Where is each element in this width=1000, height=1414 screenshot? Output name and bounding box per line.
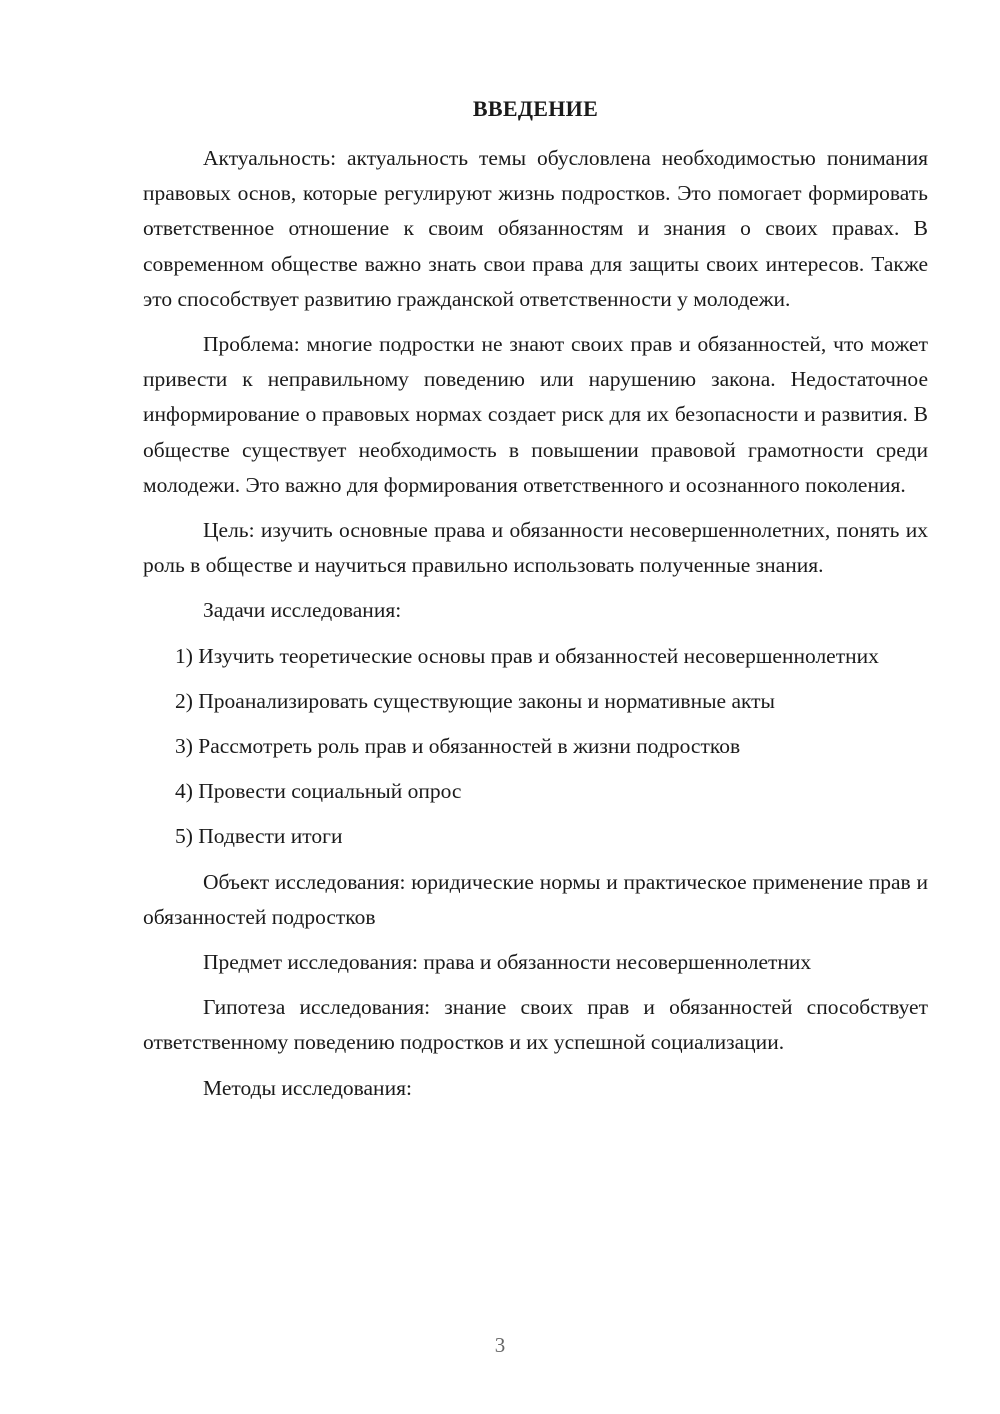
task-item: 3) Рассмотреть роль прав и обязанностей в жизни подростков [175, 734, 741, 759]
paragraph-goal: Цель: изучить основные права и обязанности несовершеннолетних, понять их роль в обществе и научиться правильно использовать полученные знания. [143, 518, 928, 578]
methods-heading: Методы исследования: [203, 1075, 412, 1100]
paragraph-object: Объект исследования: юридические нормы и практическое применение прав и обязанностей подростков [143, 869, 928, 929]
task-item: 1) Изучить теоретические основы прав и обязанностей несовершеннолетних [175, 643, 879, 668]
tasks-heading: Задачи исследования: [203, 598, 402, 623]
task-item: 4) Провести социальный опрос [175, 779, 462, 804]
section-title: ВВЕДЕНИЕ [472, 96, 599, 121]
task-item: 5) Подвести итоги [175, 824, 343, 849]
document-body [143, 141, 928, 1116]
paragraph-problem: Проблема: многие подростки не знают своих прав и обязанностей, что может привести к неправильному поведению или нарушению закона. Недостаточное информирование о правовых нормах создает риск для их безопасности и развития. В обществе существует необходимость в повышении правовой грамотности среди молодежи. Это важно для формирования ответственного и осознанного поколения. [143, 332, 928, 497]
paragraph-subject: Предмет исследования: права и обязанности несовершеннолетних [203, 950, 812, 975]
task-item: 2) Проанализировать существующие законы и нормативные акты [175, 688, 775, 713]
paragraph-hypothesis: Гипотеза исследования: знание своих прав и обязанностей способствует ответственному поведению подростков и их успешной социализации. [143, 995, 928, 1055]
paragraph-relevance: Актуальность: актуальность темы обусловлена необходимостью понимания правовых основ, которые регулируют жизнь подростков. Это помогает формировать ответственное отношение к своим обязанностям и знания о своих правах. В современном обществе важно знать свои права для защиты своих интересов. Также это способствует развитию гражданской ответственности у молодежи. [143, 146, 928, 311]
page-number: 3 [494, 1333, 506, 1357]
